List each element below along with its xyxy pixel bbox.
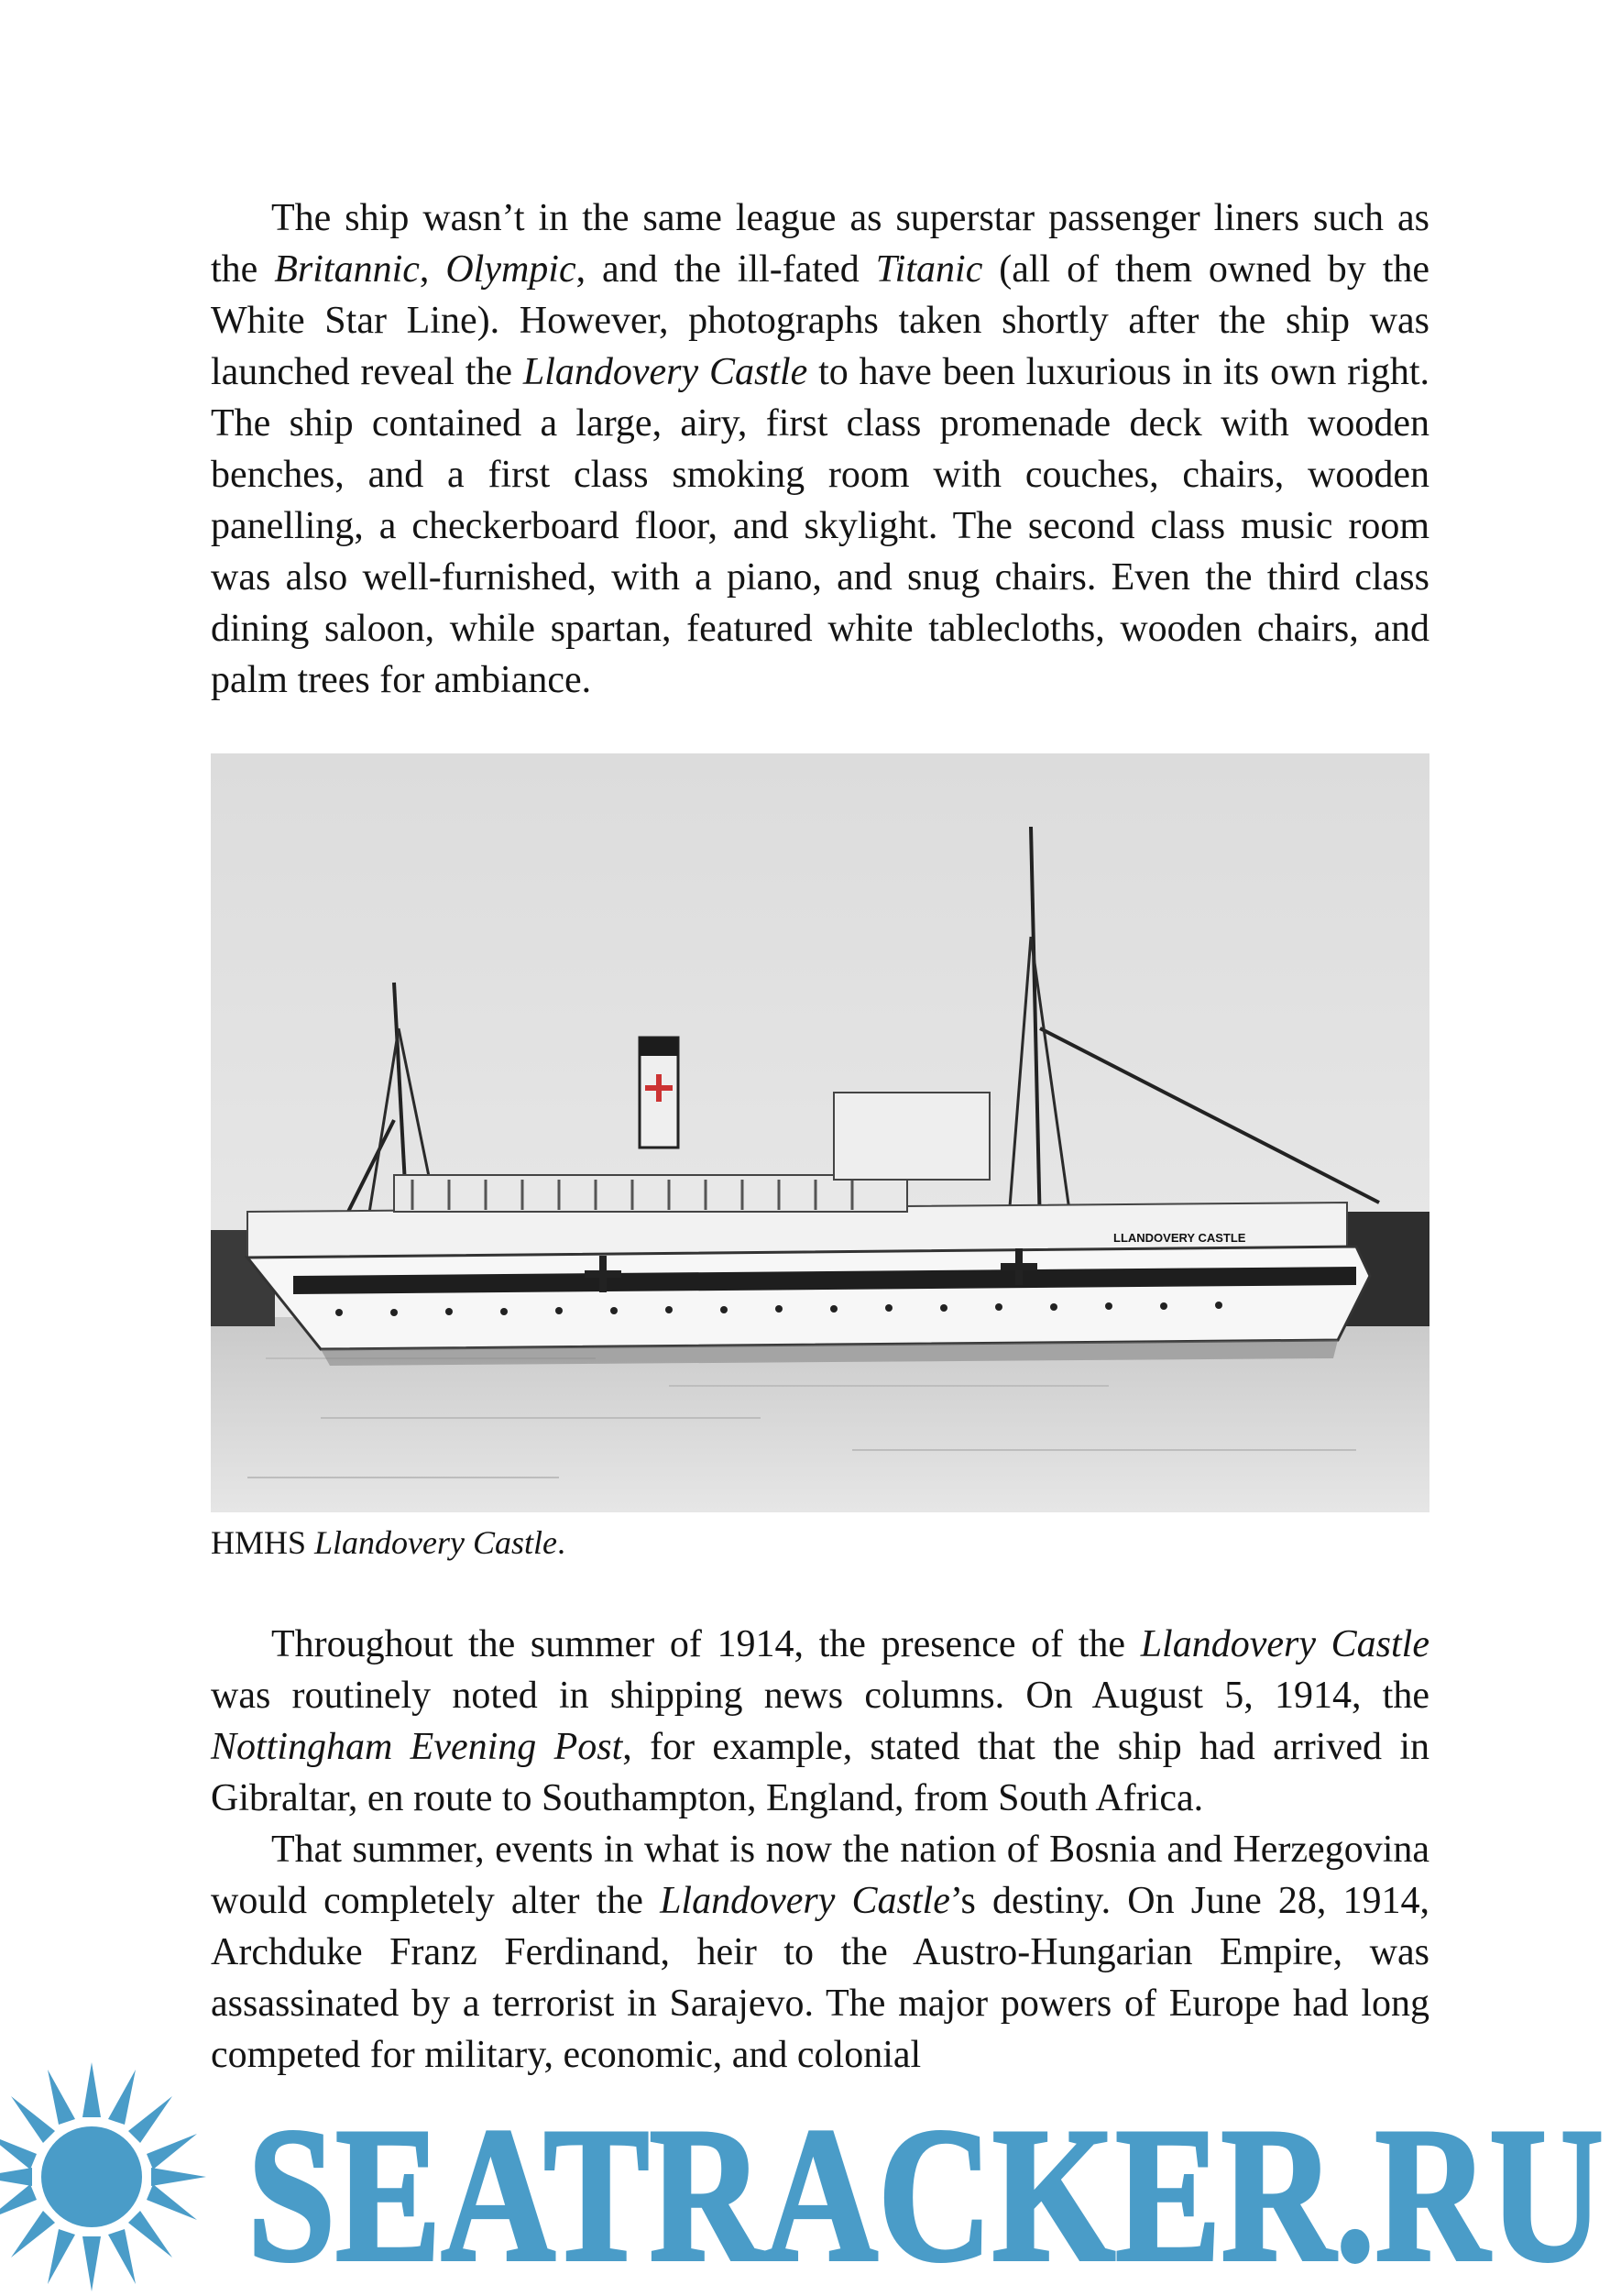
watermark-graphic [0,2062,1621,2291]
paragraph-1-text-b: , [419,248,446,291]
body-text-top [211,192,1429,706]
paragraph-1-text-a: The ship wasn’t in the same league as superstar passenger liners such as the [211,197,1429,291]
hull-name-lettering: LLANDOVERY CASTLE [1113,1231,1246,1245]
ship-name-llandovery-2: Llandovery Castle [1140,1623,1429,1665]
hull [247,1247,1370,1349]
watermark [0,2062,1621,2291]
paragraph-2-text-b: was routinely noted in shipping news columns. On August 5, 1914, the [211,1675,1429,1717]
ship-illustration [211,753,1429,1512]
newspaper-name: Nottingham Evening Post [211,1726,623,1768]
paragraph-1-text-d: (all of them owned by the White Star Line). However, photographs taken shortly after the ship was launched reveal the [211,248,1430,393]
paragraph-3-text-a: That summer, events in what is now the nation of Bosnia and Herzegovina would completely alter the [211,1829,1429,1922]
ship-photograph [211,753,1429,1512]
funnel-top [640,1038,678,1056]
sun-icon [0,2062,206,2291]
paragraph-1-text-e: to have been luxurious in its own right. The ship contained a large, airy, first class promenade deck with wooden benches, and a first class smoking room with couches, chairs, wooden panelling, a checkerboard floor, and skylight. The second class music room was also well-furnished, with a piano, and snug chairs. Even the third class dining saloon, while spartan, featured white tablecloths, wooden chairs, and palm trees for ambiance. [211,351,1430,701]
bridge [834,1093,990,1180]
ship-name-britannic: Britannic [274,248,420,291]
watermark-text: SEATRACKER.RU [247,2089,1604,2291]
ship-name-llandovery: Llandovery Castle [522,351,808,393]
paragraph-2-text-a: Throughout the summer of 1914, the presence of the [271,1623,1141,1665]
promenade-deck [394,1175,907,1212]
paragraph-3 [211,1824,1429,2081]
caption-suffix: . [557,1524,566,1561]
paragraph-1-text-c: , and the ill-fated [575,248,876,291]
ship-name-llandovery-3: Llandovery Castle [660,1880,950,1922]
figure-caption [211,1522,565,1564]
paragraph-1 [211,192,1429,706]
ship-name-olympic: Olympic [445,248,576,291]
caption-ship-name: Llandovery Castle [314,1524,558,1561]
ship-name-titanic: Titanic [875,248,983,291]
paragraph-3-text-b: ’s destiny. On June 28, 1914, Archduke Franz Ferdinand, heir to the Austro-Hungarian Empire, was assassinated by a terrorist in Sarajevo. The major powers of Europe had long competed for military, economic, and colonial [211,1880,1429,2076]
paragraph-2 [211,1619,1429,1824]
paragraph-2-text-c: , for example, stated that the ship had arrived in Gibraltar, en route to Southampton, England, from South Africa. [211,1726,1429,1819]
body-text-bottom [211,1619,1429,2081]
caption-prefix: HMHS [211,1524,315,1561]
